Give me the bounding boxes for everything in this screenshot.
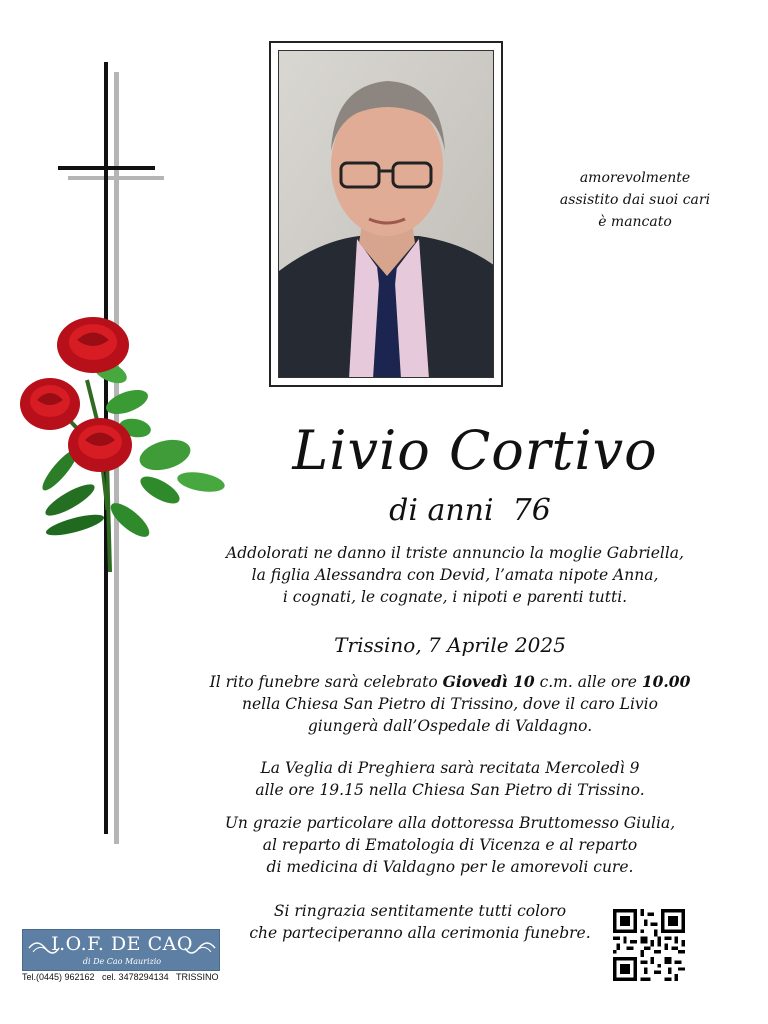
thanks-line: Un grazie particolare alla dottoressa Bruttomesso Giulia, [224, 814, 676, 832]
closing-line: che parteciperanno alla cerimonia funebre. [249, 924, 591, 942]
funeral-line-2: nella Chiesa San Pietro di Trissino, dove il caro Livio [242, 695, 658, 713]
cross-horizontal [58, 166, 155, 170]
place-date: Trissino, 7 Aprile 2025 [334, 633, 566, 657]
agency-contacts: Tel.(0445) 962162 cel. 3478294134 TRISSINO [22, 972, 219, 982]
vigil-line: alle ore 19.15 nella Chiesa San Pietro di Trissino. [255, 781, 645, 799]
side-note-line: è mancato [598, 214, 672, 230]
vigil-line: La Veglia di Preghiera sarà recitata Mercoledì 9 [260, 759, 640, 777]
agency-owner: di De Cao Maurizio [82, 957, 162, 966]
qr-code-icon[interactable] [613, 909, 685, 981]
cross-shadow-horizontal [68, 176, 164, 180]
agency-logo [22, 929, 220, 971]
closing-thanks [230, 900, 610, 944]
rose-icon [15, 310, 230, 580]
announcement-line: la figlia Alessandra con Devid, l’amata nipote Anna, [251, 566, 659, 584]
side-note-line: assistito dai suoi cari [559, 192, 711, 208]
thanks-line: al reparto di Ematologia di Vicenza e al reparto [262, 836, 638, 854]
agency-name: I.O.F. DE CAO [51, 933, 193, 955]
announcement-line: Addolorati ne danno il triste annuncio la moglie Gabriella, [226, 544, 684, 562]
thanks-line: di medicina di Valdagno per le amorevoli cure. [266, 858, 634, 876]
funeral-time: 10.00 [641, 672, 691, 691]
funeral-text: Il rito funebre sarà celebrato [209, 673, 443, 691]
funeral-line-3: giungerà dall’Ospedale di Valdagno. [307, 717, 593, 735]
deceased-age: di anni 76 [389, 493, 551, 528]
funeral-line-1 [200, 671, 700, 693]
side-note-line: amorevolmente [579, 170, 691, 186]
funeral-info [200, 671, 700, 737]
announcement [200, 542, 710, 608]
vigil-info [200, 757, 700, 801]
announcement-line: i cognati, le cognate, i nipoti e parenti tutti. [282, 588, 628, 606]
deceased-name: Livio Cortivo [292, 419, 658, 482]
funeral-text: c.m. alle ore [534, 673, 642, 691]
side-note [545, 167, 725, 233]
portrait-photo [278, 50, 494, 378]
funeral-day: Giovedì 10 [442, 672, 535, 691]
thanks-info [200, 812, 700, 878]
closing-line: Si ringrazia sentitamente tutti coloro [273, 902, 567, 920]
